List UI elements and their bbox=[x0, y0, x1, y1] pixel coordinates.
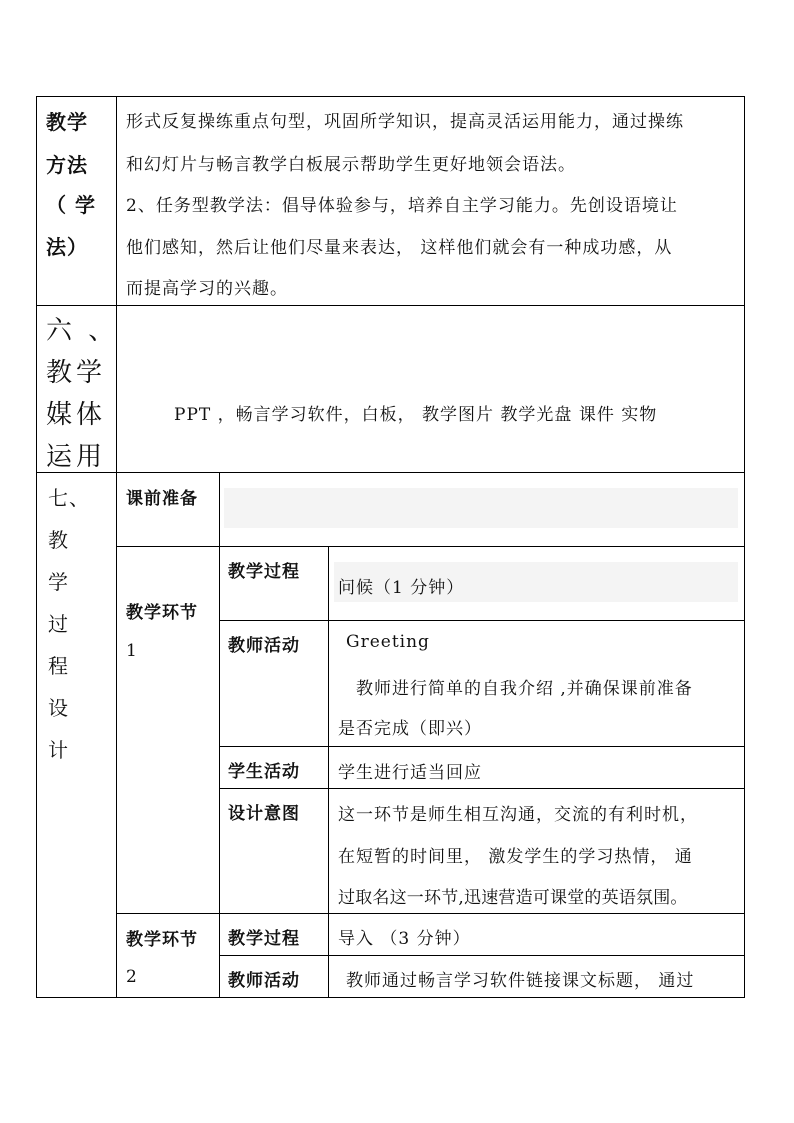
section5-label-line: 方法 bbox=[46, 153, 88, 177]
stage1-row-label: 设计意图 bbox=[228, 804, 300, 824]
stage2-teacher-line: 教师通过畅言学习软件链接课文标题， 通过 bbox=[346, 971, 695, 991]
stage1-student-line: 学生进行适当回应 bbox=[338, 763, 482, 783]
section5-content-line: 而提高学习的兴趣。 bbox=[126, 279, 288, 299]
table-border-right bbox=[744, 96, 745, 998]
table-border-bottom bbox=[36, 997, 745, 998]
section5-content-line: 形式反复操练重点句型，巩固所学知识，提高灵活运用能力，通过操练 bbox=[126, 112, 684, 132]
section5-label-line: 法） bbox=[46, 235, 88, 259]
stage2-row-label: 教师活动 bbox=[228, 971, 300, 991]
stage1-label: 教学环节 bbox=[126, 603, 198, 623]
table-border-left bbox=[36, 96, 37, 998]
section7-label-char: 设 bbox=[48, 696, 69, 720]
row-divider-stage2 bbox=[116, 913, 745, 914]
row-divider-s1-r2 bbox=[219, 746, 745, 747]
stage1-teacher-line: 是否完成（即兴） bbox=[338, 719, 482, 739]
stage1-number: 1 bbox=[126, 641, 138, 661]
row-divider-s1-r1 bbox=[219, 620, 745, 621]
stage1-row-label: 教师活动 bbox=[228, 636, 300, 656]
section7-label-char: 程 bbox=[48, 654, 69, 678]
section5-content-line: 2、任务型教学法：倡导体验参与，培养自主学习能力。先创设语境让 bbox=[126, 196, 678, 216]
section5-content-line: 他们感知，然后让他们尽量来表达， 这样他们就会有一种成功感，从 bbox=[126, 238, 673, 258]
section5-label-line: 教学 bbox=[46, 110, 88, 134]
stage1-intent-line: 在短暂的时间里， 激发学生的学习热情， 通 bbox=[338, 847, 693, 867]
stage1-teacher-line: Greeting bbox=[346, 632, 430, 652]
stage1-row-label: 学生活动 bbox=[228, 762, 300, 782]
section6-label-line: 教学 bbox=[46, 358, 107, 388]
stage1-process-text: 问候（1 分钟） bbox=[338, 578, 465, 598]
section7-label-char: 计 bbox=[48, 738, 69, 762]
table-border-top bbox=[36, 96, 745, 97]
row-divider-prep bbox=[116, 546, 745, 547]
stage2-number: 2 bbox=[126, 967, 138, 987]
prep-content-field bbox=[224, 488, 738, 528]
table-divider-col1 bbox=[116, 96, 117, 998]
stage2-row-label: 教学过程 bbox=[228, 929, 300, 949]
table-divider-col3 bbox=[328, 546, 329, 998]
section6-label-line: 运用 bbox=[46, 442, 107, 472]
section7-label-char: 过 bbox=[48, 612, 69, 636]
row-divider-s1-r3 bbox=[219, 788, 745, 789]
row-divider-s2-r1 bbox=[219, 955, 745, 956]
stage1-teacher-line: 教师进行简单的自我介绍 ,并确保课前准备 bbox=[356, 679, 693, 699]
stage1-intent-line: 过取名这一环节,迅速营造可课堂的英语氛围。 bbox=[338, 888, 688, 908]
section7-label-char: 教 bbox=[48, 528, 69, 552]
row-divider-5-6 bbox=[36, 305, 745, 306]
section6-media-list: PPT ，畅言学习软件，白板， 教学图片 教学光盘 课件 实物 bbox=[174, 405, 658, 425]
stage1-row-label: 教学过程 bbox=[228, 562, 300, 582]
row-divider-6-7 bbox=[36, 472, 745, 473]
section7-label-char: 七、 bbox=[48, 486, 90, 510]
section5-label-line: （ 学 bbox=[46, 193, 96, 217]
prep-label: 课前准备 bbox=[126, 489, 198, 509]
section5-content-line: 和幻灯片与畅言教学白板展示帮助学生更好地领会语法。 bbox=[126, 155, 576, 175]
section7-label-char: 学 bbox=[48, 570, 69, 594]
section6-label-line: 媒体 bbox=[46, 400, 107, 430]
stage2-process-text: 导入 （3 分钟） bbox=[338, 929, 471, 949]
stage2-label: 教学环节 bbox=[126, 930, 198, 950]
table-divider-col2 bbox=[219, 472, 220, 998]
stage1-intent-line: 这一环节是师生相互沟通，交流的有利时机， bbox=[338, 805, 698, 825]
section6-label-line: 六 、 bbox=[46, 316, 119, 346]
